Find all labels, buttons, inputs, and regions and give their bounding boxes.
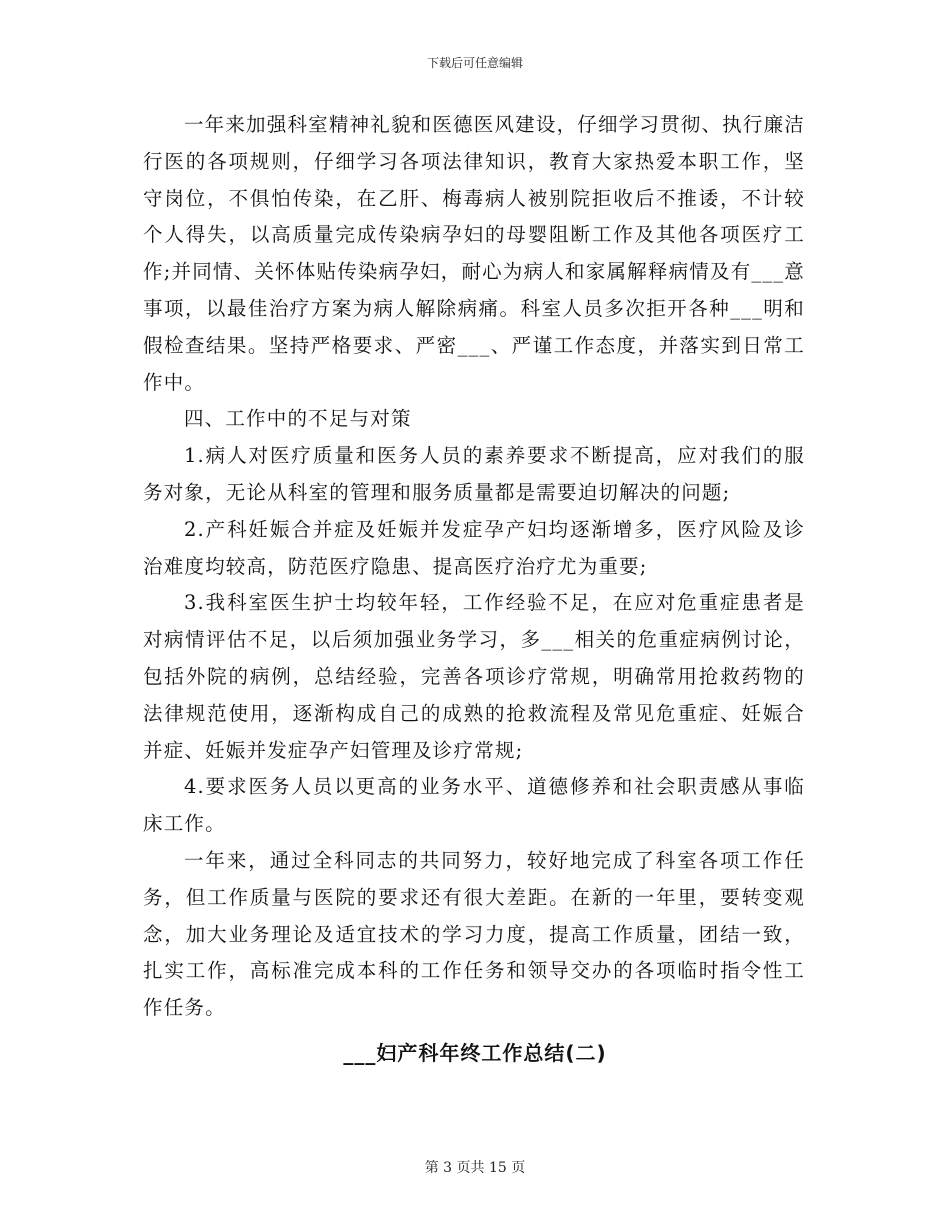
paragraph-item-2: 2.产科妊娠合并症及妊娠并发症孕产妇均逐渐增多，医疗风险及诊治难度均较高，防范医疗隐患、提高医疗治疗尤为重要; bbox=[143, 517, 805, 578]
paragraph-conclusion: 一年来，通过全科同志的共同努力，较好地完成了科室各项工作任务，但工作质量与医院的要求还有很大差距。在新的一年里，要转变观念，加大业务理论及适宜技术的学习力度，提高工作质量，团结一致，扎实工作，高标准完成本科的工作任务和领导交办的各项临时指令性工作任务。 bbox=[143, 848, 805, 1020]
section-title: ___妇产科年终工作总结(二) bbox=[343, 1041, 607, 1065]
paragraph-item-1: 1.病人对医疗质量和医务人员的素养要求不断提高，应对我们的服务对象，无论从科室的管理和服务质量都是需要迫切解决的问题; bbox=[143, 444, 805, 504]
page-header: 下载后可任意编辑 bbox=[426, 56, 523, 70]
paragraph-item-3: 3.我科室医生护士均较年轻，工作经验不足，在应对危重症患者是对病情评估不足，以后须加强业务学习，多___相关的危重症病例讨论，包括外院的病例，总结经验，完善各项诊疗常规，明确常用抢救药物的法律规范使用，逐渐构成自己的成熟的抢救流程及常见危重症、妊娠合并症、妊娠并发症孕产妇管理及诊疗常规; bbox=[143, 591, 805, 762]
paragraph-item-4: 4.要求医务人员以更高的业务水平、道德修养和社会职责感从事临床工作。 bbox=[143, 775, 805, 836]
document-body bbox=[143, 107, 805, 1027]
page-footer: 第 3 页共 15 页 bbox=[424, 1160, 526, 1176]
section-heading-shortcomings: 四、工作中的不足与对策 bbox=[183, 407, 412, 431]
paragraph-ethics: 一年来加强科室精神礼貌和医德医风建设，仔细学习贯彻、执行廉洁行医的各项规则，仔细学习各项法律知识，教育大家热爱本职工作，坚守岗位，不俱怕传染，在乙肝、梅毒病人被别院拒收后不推诿，不计较个人得失，以高质量完成传染病孕妇的母婴阻断工作及其他各项医疗工作;并同情、关怀体贴传染病孕妇，耐心为病人和家属解释病情及有___意事项，以最佳治疗方案为病人解除病痛。科室人员多次拒开各种___明和假检查结果。坚持严格要求、严密___、严谨工作态度，并落实到日常工作中。 bbox=[143, 113, 805, 394]
